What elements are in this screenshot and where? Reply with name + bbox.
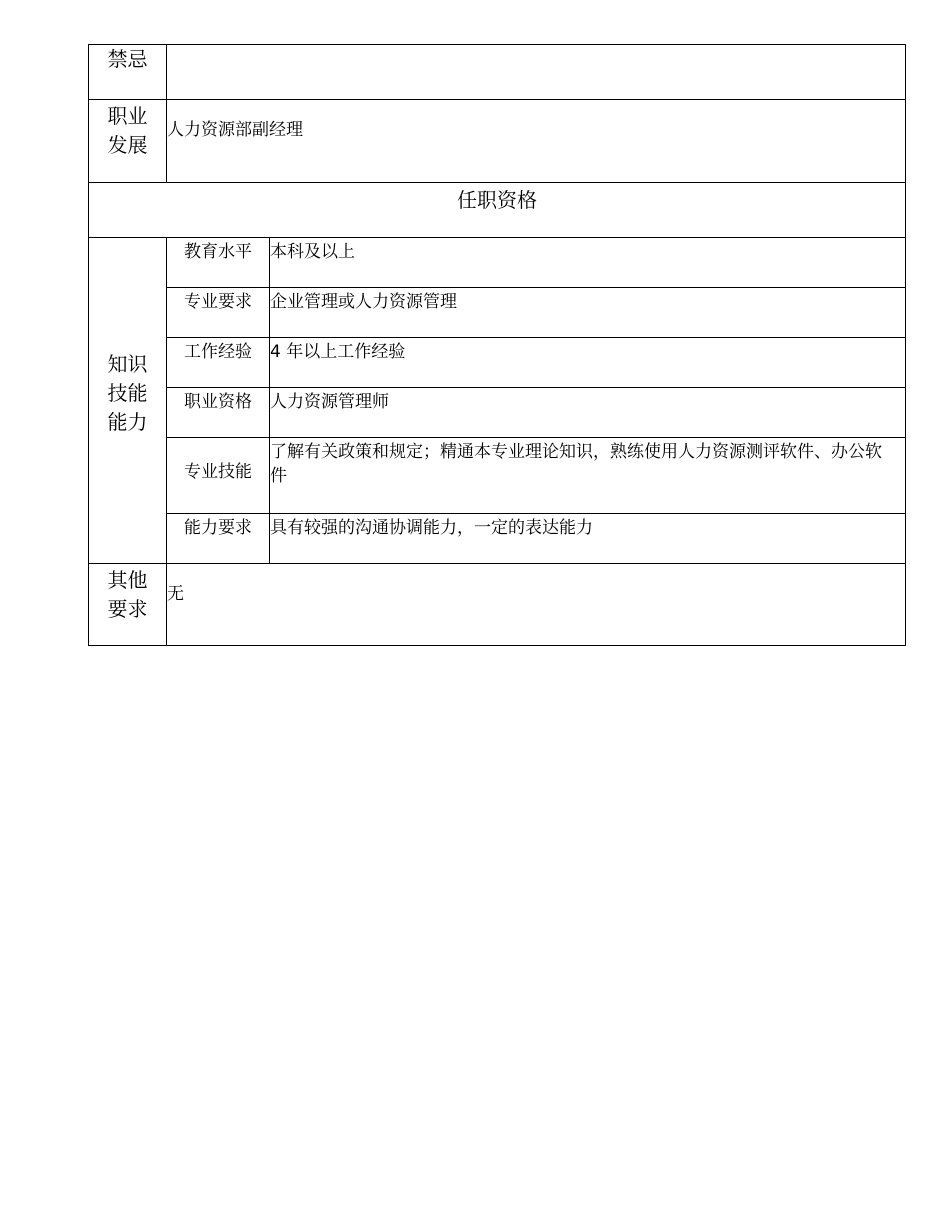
certification-label: 职业资格: [184, 392, 252, 412]
skills-label-cell: [167, 438, 270, 514]
experience-value: 4 年以上工作经验: [270, 342, 406, 362]
major-label: 专业要求: [184, 292, 252, 312]
other-value: 无: [167, 584, 184, 604]
section-title-text: 任职资格: [457, 188, 537, 212]
certification-value: 人力资源管理师: [270, 392, 389, 412]
major-label-cell: [167, 288, 270, 338]
job-requirements-table: [88, 44, 906, 646]
taboo-label: 禁忌: [107, 47, 148, 71]
ability-value: 具有较强的沟通协调能力，一定的表达能力: [270, 518, 593, 538]
career-label-line2: 发展: [107, 133, 148, 157]
career-value-cell: [167, 100, 905, 183]
skills-value-cell: [270, 438, 905, 514]
knowledge-label-line1: 知识: [107, 352, 148, 376]
career-label-line1: 职业: [107, 104, 148, 128]
knowledge-label-line2: 技能: [107, 381, 148, 405]
career-value: 人力资源部副经理: [167, 120, 303, 140]
ability-value-cell: [270, 514, 905, 564]
experience-label-cell: [167, 338, 270, 388]
knowledge-label-line3: 能力: [107, 410, 148, 434]
certification-value-cell: [270, 388, 905, 438]
experience-value-cell: [270, 338, 905, 388]
other-label-line2: 要求: [107, 597, 148, 621]
ability-label: 能力要求: [184, 518, 252, 538]
qualification-section-title: [89, 183, 905, 238]
knowledge-label-cell: [89, 238, 167, 564]
ability-label-cell: [167, 514, 270, 564]
experience-label: 工作经验: [184, 342, 252, 362]
taboo-value-cell: [167, 45, 905, 100]
other-value-cell: [167, 564, 905, 645]
major-value: 企业管理或人力资源管理: [270, 292, 457, 312]
other-label-cell: [89, 564, 167, 645]
skills-value: 了解有关政策和规定；精通本专业理论知识，熟练使用人力资源测评软件、办公软件: [270, 442, 882, 486]
education-label-cell: [167, 238, 270, 288]
career-label-cell: [89, 100, 167, 183]
education-label: 教育水平: [184, 242, 252, 262]
education-value: 本科及以上: [270, 242, 355, 262]
taboo-label-cell: [89, 45, 167, 100]
certification-label-cell: [167, 388, 270, 438]
skills-label: 专业技能: [184, 461, 252, 482]
other-label-line1: 其他: [107, 568, 148, 592]
education-value-cell: [270, 238, 905, 288]
major-value-cell: [270, 288, 905, 338]
